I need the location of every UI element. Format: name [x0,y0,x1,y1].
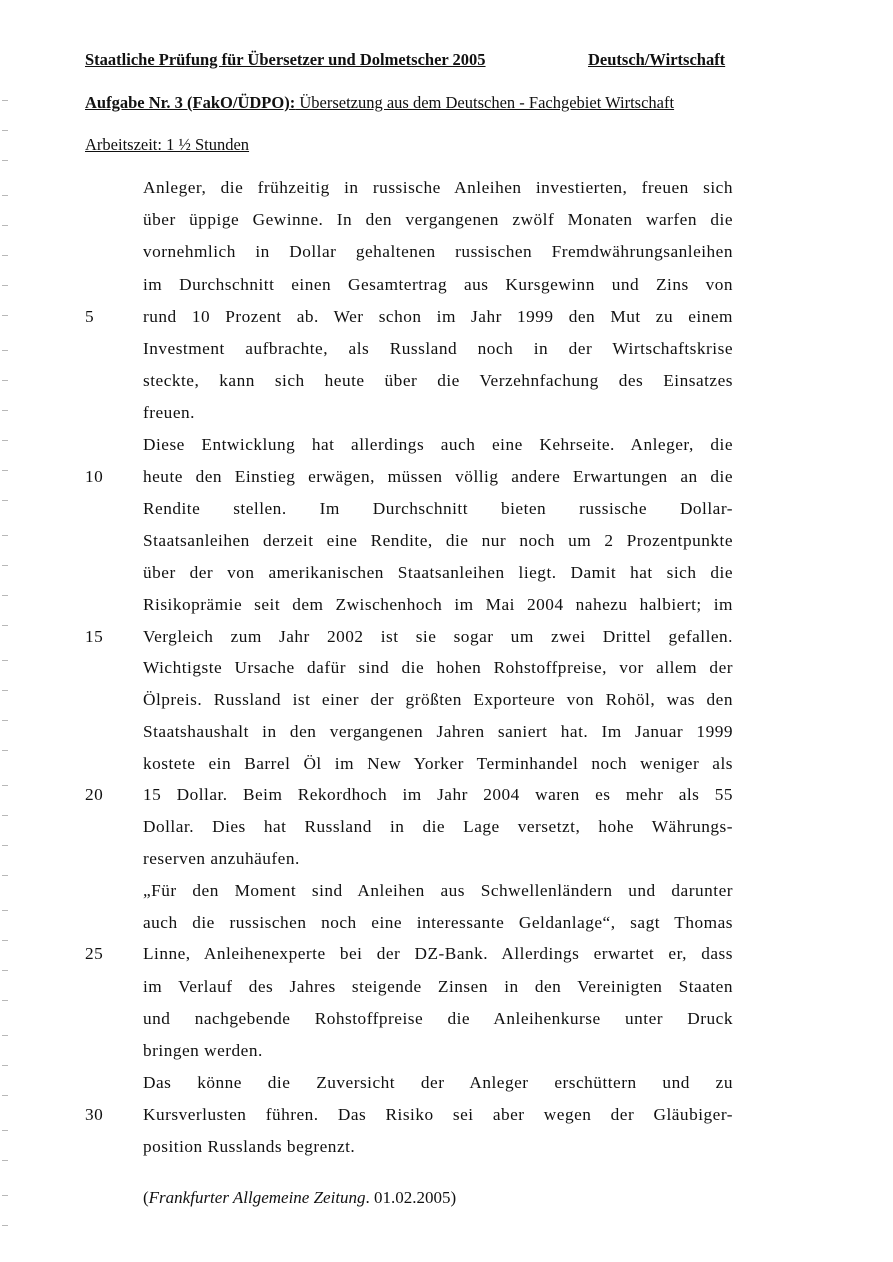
text-line: über üppige Gewinne. In den vergangenen zwölf Monaten warfen die [143,210,733,229]
task-title: Übersetzung aus dem Deutschen - Fachgebiet Wirtschaft [295,93,675,112]
line-number: 5 [85,307,95,326]
task-label: Aufgabe Nr. 3 (FakO/ÜDPO): [85,93,296,112]
source-date: . 01.02.2005) [365,1188,457,1207]
line-number: 25 [85,944,104,963]
text-line: rund 10 Prozent ab. Wer schon im Jahr 1999 den Mut zu einem [143,307,733,326]
line-number: 20 [85,785,104,804]
text-line: im Verlauf des Jahres steigende Zinsen in den Vereinigten Staaten [143,977,733,996]
text-line: Risikoprämie seit dem Zwischenhoch im Mai 2004 nahezu halbiert; im [143,595,733,614]
subject-label: Deutsch/Wirtschaft [588,50,726,69]
line-number: 30 [85,1105,104,1124]
text-line: position Russlands begrenzt. [143,1137,356,1156]
text-line: reserven anzuhäufen. [143,849,300,868]
text-line: kostete ein Barrel Öl im New Yorker Terminhandel noch weniger als [143,754,733,773]
text-line: „Für den Moment sind Anleihen aus Schwellenländern und darunter [143,881,733,900]
text-line: im Durchschnitt einen Gesamtertrag aus Kursgewinn und Zins von [143,275,733,294]
text-line: Das könne die Zuversicht der Anleger erschüttern und zu [143,1073,733,1092]
text-line: 15 Dollar. Beim Rekordhoch im Jahr 2004 waren es mehr als 55 [143,785,733,804]
text-line: Vergleich zum Jahr 2002 ist sie sogar um zwei Drittel gefallen. [143,627,733,646]
text-line: Dollar. Dies hat Russland in die Lage versetzt, hohe Währungs- [143,817,733,836]
text-line: Investment aufbrachte, als Russland noch in der Wirtschaftskrise [143,339,733,358]
text-line: Kursverlusten führen. Das Risiko sei aber wegen der Gläubiger- [143,1105,733,1124]
text-line: Ölpreis. Russland ist einer der größten Exporteure von Rohöl, was den [143,690,733,709]
text-line: Diese Entwicklung hat allerdings auch eine Kehrseite. Anleger, die [143,435,733,454]
text-line: vornehmlich in Dollar gehaltenen russischen Fremdwährungsanleihen [143,242,733,261]
source-citation [143,1188,456,1208]
working-time: Arbeitszeit: 1 ½ Stunden [85,135,250,154]
task-heading [85,93,674,113]
text-line: steckte, kann sich heute über die Verzehnfachung des Einsatzes [143,371,733,390]
text-line: heute den Einstieg erwägen, müssen völlig andere Erwartungen an die [143,467,733,486]
text-line: freuen. [143,403,195,422]
text-line: auch die russischen noch eine interessante Geldanlage“, sagt Thomas [143,913,733,932]
text-line: über der von amerikanischen Staatsanleihen liegt. Damit hat sich die [143,563,733,582]
text-line: und nachgebende Rohstoffpreise die Anleihenkurse unter Druck [143,1009,733,1028]
text-line: Linne, Anleihenexperte bei der DZ-Bank. Allerdings erwartet er, dass [143,944,733,963]
text-line: Rendite stellen. Im Durchschnitt bieten russische Dollar- [143,499,733,518]
line-number: 10 [85,467,104,486]
text-line: Staatsanleihen derzeit eine Rendite, die nur noch um 2 Prozentpunkte [143,531,733,550]
text-line: Wichtigste Ursache dafür sind die hohen Rohstoffpreise, vor allem der [143,658,733,677]
exam-title: Staatliche Prüfung für Übersetzer und Dolmetscher 2005 [85,50,486,69]
source-publication: Frankfurter Allgemeine Zeitung [148,1188,366,1207]
line-number: 15 [85,627,104,646]
source-open: ( [143,1188,149,1207]
scan-margin-marks [0,60,14,1250]
text-line: Staatshaushalt in den vergangenen Jahren saniert hat. Im Januar 1999 [143,722,733,741]
text-line: Anleger, die frühzeitig in russische Anleihen investierten, freuen sich [143,178,733,197]
text-line: bringen werden. [143,1041,263,1060]
